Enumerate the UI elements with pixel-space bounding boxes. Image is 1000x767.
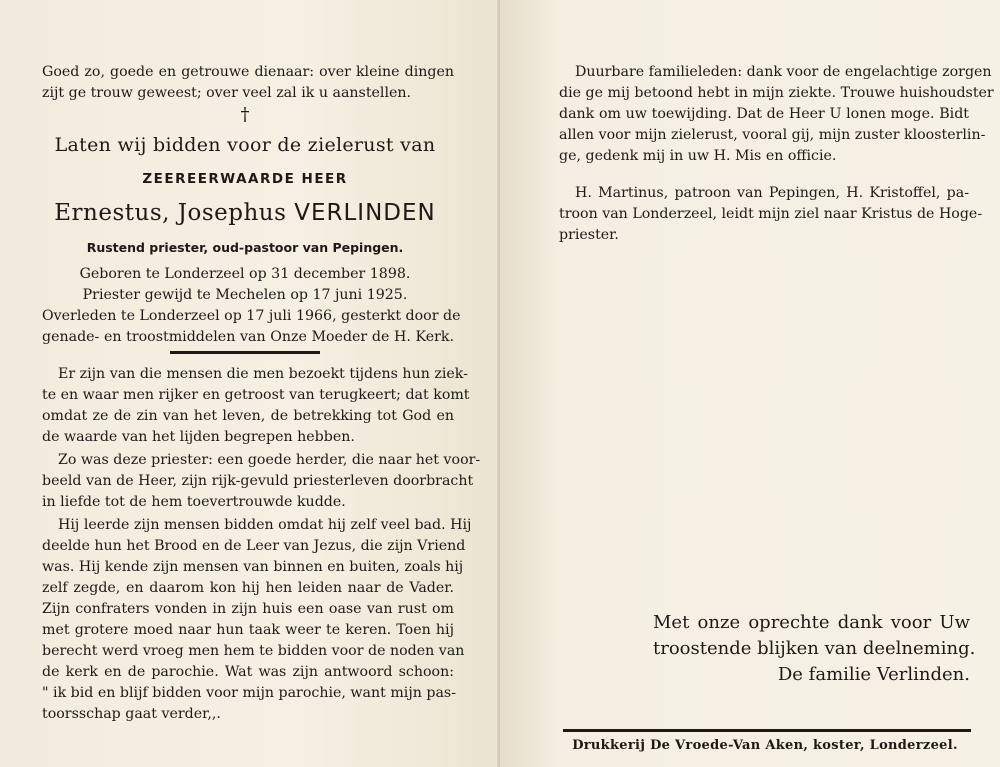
- family-line-5: ge, gedenk mij in uw H. Mis en officie.: [559, 148, 837, 164]
- family-line-1: Duurbare familieleden: dank voor de engelachtige zorgen: [575, 64, 992, 80]
- para1-line-2: te en waar men rijker en getroost van terugkeert; dat komt: [42, 387, 470, 403]
- para3-line-9: " ik bid en blijf bidden voor mijn parochie, want mijn pas-: [42, 685, 457, 701]
- para3-line-6: met grotere moed naar hun taak weer te keren. Toen hij: [42, 622, 454, 638]
- para3-line-7: berecht werd vroeg men hem te bidden voor de noden van: [42, 643, 465, 659]
- thanks-line-2: troostende blijken van deelneming.: [653, 638, 976, 659]
- deceased-name: [40, 200, 450, 226]
- sacraments-line: genade- en troostmiddelen van Onze Moeder de H. Kerk.: [42, 329, 454, 345]
- deceased-description: Rustend priester, oud-pastoor van Pepingen.: [86, 240, 404, 255]
- para3-line-8: de kerk en de parochie. Wat was zijn antwoord schoon:: [42, 664, 454, 680]
- patron-line-3: priester.: [559, 227, 619, 243]
- para3-line-4: zelf zegde, en daarom kon hij hen leiden naar de Vader.: [42, 580, 454, 596]
- para1-line-3: omdat ze de zin van het leven, de betrekking tot God en: [42, 408, 454, 424]
- para3-line-1: Hij leerde zijn mensen bidden omdat hij zelf veel bad. Hij: [58, 517, 472, 533]
- right-page: [500, 0, 1000, 767]
- para1-line-1: Er zijn van die mensen die men bezoekt tijdens hun ziek-: [58, 366, 468, 382]
- surname: VERLINDEN: [294, 200, 436, 226]
- verse-line-2: zijt ge trouw geweest; over veel zal ik u aanstellen.: [42, 85, 412, 101]
- divider-rule: [170, 351, 320, 354]
- ordination-line: Priester gewijd te Mechelen op 17 juni 1925.: [82, 287, 408, 303]
- honorific-title: ZEEREERWAARDE HEER: [142, 171, 348, 187]
- para1-line-4: de waarde van het lijden begrepen hebben.: [42, 429, 355, 445]
- para2-line-3: in liefde tot de hem toevertrouwde kudde.: [42, 494, 346, 510]
- patron-line-2: troon van Londerzeel, leidt mijn ziel naar Kristus de Hoge-: [559, 206, 983, 222]
- family-line-2: die ge mij betoond hebt in mijn ziekte. Trouwe huishoudster: [559, 85, 994, 101]
- printer-imprint: Drukkerij De Vroede-Van Aken, koster, Londerzeel.: [572, 738, 958, 753]
- cross-icon: †: [240, 104, 250, 125]
- para3-line-2: deelde hun het Brood en de Leer van Jezus, die zijn Vriend: [42, 538, 466, 554]
- para3-line-3: was. Hij kende zijn mensen van binnen en buiten, zoals hij: [42, 559, 464, 575]
- thanks-signature: De familie Verlinden.: [777, 664, 970, 685]
- footer-rule: [563, 729, 971, 732]
- death-line: Overleden te Londerzeel op 17 juli 1966, gesterkt door de: [42, 308, 461, 324]
- given-names: Ernestus, Josephus: [54, 200, 295, 226]
- para3-line-5: Zijn confraters vonden in zijn huis een oase van rust om: [42, 601, 454, 617]
- family-line-4: allen voor mijn zielerust, vooral gij, mijn zuster kloosterlin-: [559, 127, 986, 143]
- para3-line-10: toorsschap gaat verder,,.: [42, 706, 221, 722]
- para2-line-2: beeld van de Heer, zijn rijk-gevuld priesterleven doorbracht: [42, 473, 474, 489]
- family-line-3: dank om uw toewijding. Dat de Heer U lonen moge. Bidt: [559, 106, 969, 122]
- birth-line: Geboren te Londerzeel op 31 december 1898.: [79, 266, 411, 282]
- thanks-line-1: Met onze oprechte dank voor Uw: [653, 612, 970, 633]
- verse-line-1: Goed zo, goede en getrouwe dienaar: over kleine dingen: [42, 64, 454, 80]
- patron-line-1: H. Martinus, patroon van Pepingen, H. Kristoffel, pa-: [575, 185, 969, 201]
- prayer-invitation: Laten wij bidden voor de zielerust van: [54, 134, 436, 156]
- para2-line-1: Zo was deze priester: een goede herder, die naar het voor-: [58, 452, 481, 468]
